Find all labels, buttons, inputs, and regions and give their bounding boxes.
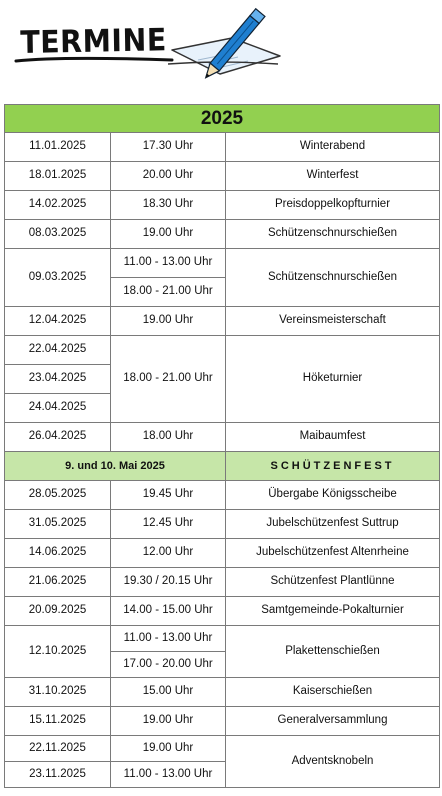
year-header: 2025	[5, 105, 440, 133]
table-row	[5, 597, 440, 626]
table-row	[5, 423, 440, 452]
fest-label-cell: SCHÜTZENFEST	[226, 452, 440, 481]
event-cell: Winterabend	[226, 133, 440, 162]
year-row	[5, 105, 440, 133]
time-cell: 14.00 - 15.00 Uhr	[111, 597, 226, 626]
date-cell: 21.06.2025	[5, 568, 111, 597]
event-cell: Höketurnier	[226, 336, 440, 423]
time-cell: 17.00 - 20.00 Uhr	[111, 652, 226, 678]
event-cell: Vereinsmeisterschaft	[226, 307, 440, 336]
table-row	[5, 481, 440, 510]
date-cell: 12.04.2025	[5, 307, 111, 336]
fest-date-cell: 9. und 10. Mai 2025	[5, 452, 226, 481]
date-cell: 15.11.2025	[5, 707, 111, 736]
schedule-table	[4, 104, 440, 788]
table-row	[5, 510, 440, 539]
event-cell: Jubelschützenfest Altenrheine	[226, 539, 440, 568]
event-cell: Generalversammlung	[226, 707, 440, 736]
time-cell: 19.30 / 20.15 Uhr	[111, 568, 226, 597]
date-cell: 28.05.2025	[5, 481, 111, 510]
time-cell: 18.00 - 21.00 Uhr	[111, 336, 226, 423]
table-row	[5, 307, 440, 336]
table-row	[5, 191, 440, 220]
event-cell: Winterfest	[226, 162, 440, 191]
time-cell: 18.00 - 21.00 Uhr	[111, 278, 226, 307]
time-cell: 19.45 Uhr	[111, 481, 226, 510]
date-cell: 14.02.2025	[5, 191, 111, 220]
time-cell: 20.00 Uhr	[111, 162, 226, 191]
event-cell: Schützenschnurschießen	[226, 220, 440, 249]
page-title: TERMINE	[20, 22, 168, 61]
event-cell: Schützenschnurschießen	[226, 249, 440, 307]
date-cell: 23.11.2025	[5, 762, 111, 788]
table-row	[5, 539, 440, 568]
date-cell: 31.10.2025	[5, 678, 111, 707]
date-cell: 08.03.2025	[5, 220, 111, 249]
table-row	[5, 336, 440, 365]
date-cell: 14.06.2025	[5, 539, 111, 568]
date-cell: 09.03.2025	[5, 249, 111, 307]
date-cell: 20.09.2025	[5, 597, 111, 626]
event-cell: Plakettenschießen	[226, 626, 440, 678]
time-cell: 19.00 Uhr	[111, 736, 226, 762]
paper-pencil-icon	[168, 4, 288, 94]
event-cell: Samtgemeinde-Pokalturnier	[226, 597, 440, 626]
date-cell: 22.11.2025	[5, 736, 111, 762]
event-cell: Adventsknobeln	[226, 736, 440, 788]
event-cell: Schützenfest Plantlünne	[226, 568, 440, 597]
event-cell: Übergabe Königsscheibe	[226, 481, 440, 510]
page-header	[0, 0, 442, 104]
date-cell: 12.10.2025	[5, 626, 111, 678]
table-row	[5, 162, 440, 191]
schuetzenfest-row	[5, 452, 440, 481]
date-cell: 23.04.2025	[5, 365, 111, 394]
time-cell: 12.45 Uhr	[111, 510, 226, 539]
table-row	[5, 678, 440, 707]
event-cell: Jubelschützenfest Suttrup	[226, 510, 440, 539]
time-cell: 19.00 Uhr	[111, 707, 226, 736]
date-cell: 31.05.2025	[5, 510, 111, 539]
event-cell: Maibaumfest	[226, 423, 440, 452]
title-underline	[14, 54, 174, 66]
table-row	[5, 626, 440, 652]
date-cell: 22.04.2025	[5, 336, 111, 365]
event-cell: Preisdoppelkopfturnier	[226, 191, 440, 220]
time-cell: 11.00 - 13.00 Uhr	[111, 249, 226, 278]
time-cell: 15.00 Uhr	[111, 678, 226, 707]
date-cell: 26.04.2025	[5, 423, 111, 452]
date-cell: 24.04.2025	[5, 394, 111, 423]
table-row	[5, 568, 440, 597]
time-cell: 17.30 Uhr	[111, 133, 226, 162]
table-row	[5, 133, 440, 162]
date-cell: 11.01.2025	[5, 133, 111, 162]
time-cell: 18.00 Uhr	[111, 423, 226, 452]
event-cell: Kaiserschießen	[226, 678, 440, 707]
time-cell: 11.00 - 13.00 Uhr	[111, 762, 226, 788]
time-cell: 19.00 Uhr	[111, 220, 226, 249]
table-row	[5, 220, 440, 249]
table-row	[5, 249, 440, 278]
date-cell: 18.01.2025	[5, 162, 111, 191]
time-cell: 19.00 Uhr	[111, 307, 226, 336]
time-cell: 12.00 Uhr	[111, 539, 226, 568]
table-row	[5, 736, 440, 762]
time-cell: 18.30 Uhr	[111, 191, 226, 220]
time-cell: 11.00 - 13.00 Uhr	[111, 626, 226, 652]
table-row	[5, 707, 440, 736]
